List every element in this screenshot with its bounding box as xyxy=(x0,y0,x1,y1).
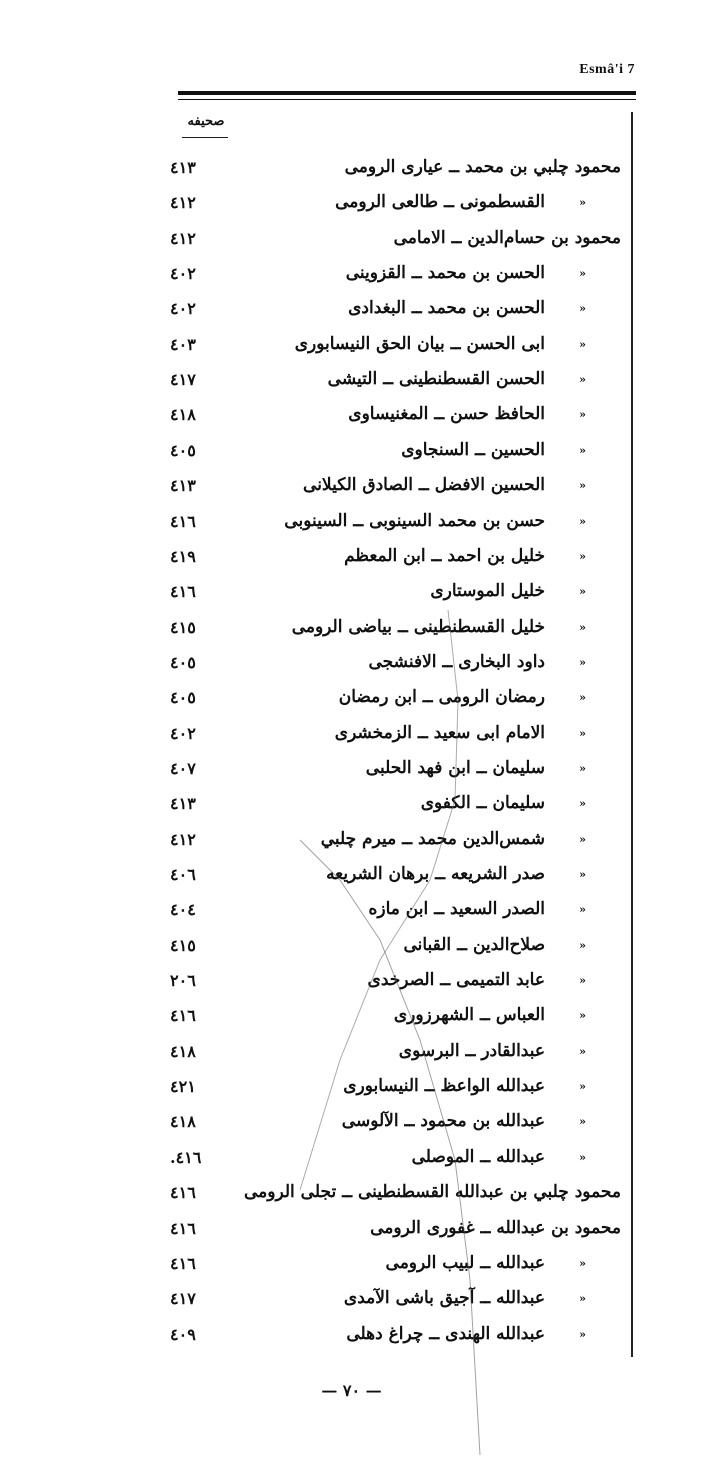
index-entry-row xyxy=(0,1180,703,1214)
entry-name: الامام ابى سعيد ــ الزمخشرى xyxy=(334,722,545,743)
entry-page-number: ٤١٦ xyxy=(170,582,196,602)
entry-name: عبدالقادر ــ البرسوى xyxy=(398,1040,545,1061)
entry-name: سليمان ــ ابن فهد الحلبى xyxy=(365,757,545,778)
index-entry-row xyxy=(0,367,703,401)
index-entry-row xyxy=(0,862,703,896)
entry-page-number: ٤١٦ xyxy=(170,1253,196,1273)
entry-name: القسطمونى ــ طالعى الرومى xyxy=(335,192,545,213)
index-entry-row xyxy=(0,933,703,967)
ditto-mark: » xyxy=(579,549,586,563)
ditto-mark: » xyxy=(579,797,586,811)
ditto-mark: » xyxy=(579,868,586,881)
entry-page-number: ٤١٦ xyxy=(170,1183,196,1203)
running-head: Esmâ'i 7 xyxy=(579,62,635,77)
ditto-mark: » xyxy=(579,1080,586,1094)
ditto-mark: » xyxy=(579,832,586,846)
ditto-mark: » xyxy=(579,1150,586,1164)
entry-name: صلاح‌الدين ــ القبانى xyxy=(403,934,545,955)
entry-name: سليمان ــ الكفوى xyxy=(420,793,545,814)
entry-page-number: ٤١٢ xyxy=(170,829,196,849)
ditto-mark: » xyxy=(579,1115,586,1129)
entry-name: خليل بن احمد ــ ابن المعظم xyxy=(344,545,545,566)
index-entry-row xyxy=(0,1109,703,1143)
entry-page-number: ٤٢١ xyxy=(170,1077,196,1097)
index-entry-row xyxy=(0,685,703,719)
ditto-mark: » xyxy=(579,726,586,740)
entry-page-number: ٤٠٣ xyxy=(170,334,196,354)
index-entry-row xyxy=(0,1039,703,1073)
entry-page-number: ٤٠٥ xyxy=(170,440,196,460)
index-entry-row xyxy=(0,721,703,755)
entry-name: الحسن القسطنطينى ــ التيشى xyxy=(327,369,545,390)
entry-name: صدر الشريعه ــ برهان الشريعه xyxy=(326,864,545,884)
entry-page-number: ٤٠٥ xyxy=(170,652,196,672)
index-entry-row xyxy=(0,1216,703,1250)
index-entry-row xyxy=(0,402,703,436)
index-entry-row xyxy=(0,261,703,295)
ditto-mark: » xyxy=(579,1044,586,1058)
ditto-mark: » xyxy=(579,974,586,988)
ditto-mark: » xyxy=(579,337,586,351)
entry-page-number: ٤١٣ xyxy=(170,476,196,496)
entry-name: الحافظ حسن ــ المغنيساوى xyxy=(348,404,545,425)
entry-page-number: ٤٠٥ xyxy=(170,688,196,708)
entry-page-number: ٤١٣ xyxy=(170,794,196,814)
column-header-underline xyxy=(182,137,228,138)
entry-name: الحسين ــ السنجاوى xyxy=(401,439,545,460)
entry-name: الحسن بن محمد ــ البغدادى xyxy=(348,298,545,319)
index-entry-row xyxy=(0,438,703,472)
entry-name: محمود بن حسام‌الدين ــ الامامى xyxy=(393,227,621,248)
ditto-mark: » xyxy=(579,408,586,422)
index-entry-row xyxy=(0,1074,703,1108)
ditto-mark: » xyxy=(579,655,586,669)
entry-page-number: ٤١٢ xyxy=(170,228,196,248)
ditto-mark: » xyxy=(579,514,586,528)
ditto-mark: » xyxy=(579,938,586,952)
entry-page-number: ٤١٦ xyxy=(170,1218,196,1238)
entry-page-number: ٤١٦ xyxy=(170,1006,196,1026)
ditto-mark: » xyxy=(579,903,586,917)
entry-page-number: ٤١٨ xyxy=(170,405,196,425)
entry-page-number: ٤١٨ xyxy=(170,1112,196,1132)
index-entry-row xyxy=(0,1286,703,1320)
entry-name: خليل القسطنطينى ــ بياضى الرومى xyxy=(291,616,545,637)
index-entry-row xyxy=(0,615,703,649)
entry-name: عبدالله الواعظ ــ النيسابورى xyxy=(343,1076,545,1097)
page-column-header: صحيفه xyxy=(187,114,225,129)
entry-page-number: ٤١٥ xyxy=(170,935,196,955)
ditto-mark: » xyxy=(579,443,586,457)
ditto-mark: » xyxy=(579,620,586,634)
entry-name: محمود چلبي بن محمد ــ عيارى الرومى xyxy=(344,157,621,177)
entry-page-number: ٤٠٢ xyxy=(170,723,196,743)
entry-name: شمس‌الدين محمد ــ ميرم چلبي xyxy=(320,828,545,849)
index-entry-row xyxy=(0,897,703,931)
ditto-mark: » xyxy=(579,585,586,599)
ditto-mark: » xyxy=(579,1009,586,1023)
entry-page-number: ٢٠٦ xyxy=(170,971,196,991)
ditto-mark: » xyxy=(579,691,586,705)
entry-name: حسن بن محمد السينوبى ــ السينوبى xyxy=(284,510,545,531)
entry-page-number: ٤١٣ xyxy=(170,158,196,177)
ditto-mark: » xyxy=(579,479,586,493)
entry-page-number: ٤١٨ xyxy=(170,1041,196,1061)
entry-name: العباس ــ الشهرزورى xyxy=(393,1005,545,1026)
header-rule-thick xyxy=(178,91,636,95)
entry-page-number: ٤٠٤ xyxy=(170,900,196,920)
entry-name: ابى الحسن ــ بيان الحق النيسابورى xyxy=(294,333,545,354)
entry-name: عبدالله ــ آجيق باشى الآمدى xyxy=(343,1288,545,1309)
index-entry-row xyxy=(0,968,703,1002)
index-entry-row xyxy=(0,827,703,861)
ditto-mark: » xyxy=(579,1292,586,1306)
entry-name: داود البخارى ــ الافنشجى xyxy=(368,651,545,672)
entry-page-number: ٤٠٢ xyxy=(170,299,196,319)
header-rule-thin xyxy=(178,99,636,100)
entry-page-number: ٤١٥ xyxy=(170,617,196,637)
ditto-mark: » xyxy=(579,196,586,210)
index-entry-row xyxy=(0,756,703,790)
entry-page-number: ٤١٦. xyxy=(170,1147,202,1167)
entry-name: رمضان الرومى ــ ابن رمضان xyxy=(338,687,545,708)
entry-page-number: ٤٠٩ xyxy=(170,1324,196,1344)
ditto-mark: » xyxy=(579,302,586,316)
entry-page-number: ٤١٩ xyxy=(170,546,196,566)
index-entry-row xyxy=(0,650,703,684)
page-number: — ٧٠ — xyxy=(321,1381,382,1400)
entry-page-number: ٤١٢ xyxy=(170,193,196,213)
index-entry-row xyxy=(0,190,703,224)
ditto-mark: » xyxy=(579,267,586,281)
entry-name: عبدالله ــ الموصلى xyxy=(411,1146,545,1167)
entry-name: الحسن بن محمد ــ القزوينى xyxy=(345,263,545,284)
entry-name: عابد التميمى ــ الصرخدى xyxy=(367,970,545,991)
index-entry-row xyxy=(0,226,703,260)
index-entry-row xyxy=(0,332,703,366)
entry-page-number: ٤١٦ xyxy=(170,511,196,531)
index-entry-row xyxy=(0,1322,703,1356)
entry-name: خليل الموستارى xyxy=(430,581,545,602)
index-entry-row xyxy=(0,1145,703,1179)
index-entry-row xyxy=(0,1251,703,1285)
ditto-mark: » xyxy=(579,761,586,775)
index-entry-row xyxy=(0,155,703,189)
ditto-mark: » xyxy=(579,373,586,387)
entry-page-number: ٤١٧ xyxy=(170,1289,196,1309)
index-entry-row xyxy=(0,544,703,578)
entry-name: عبدالله بن محمود ــ الآلوسى xyxy=(341,1111,545,1132)
entry-page-number: ٤٠٧ xyxy=(170,758,196,778)
index-entry-row xyxy=(0,791,703,825)
entry-name: عبدالله ــ لبيب الرومى xyxy=(385,1252,545,1273)
entry-name: عبدالله الهندى ــ چراغ دهلى xyxy=(346,1323,545,1344)
ditto-mark: » xyxy=(579,1256,586,1270)
entry-page-number: ٤٠٦ xyxy=(170,865,196,884)
entry-name: محمود چلبي بن عبدالله القسطنطينى ــ تجلى الرومى xyxy=(244,1182,621,1203)
entry-name: الحسين الافضل ــ الصادق الكيلانى xyxy=(303,475,545,496)
entry-name: الصدر السعيد ــ ابن مازه xyxy=(368,899,545,920)
ditto-mark: » xyxy=(579,1327,586,1341)
index-entry-row xyxy=(0,509,703,543)
entry-name: محمود بن عبدالله ــ غفورى الرومى xyxy=(370,1217,621,1238)
index-entry-row xyxy=(0,579,703,613)
index-entry-row xyxy=(0,1003,703,1037)
entry-page-number: ٤٠٢ xyxy=(170,264,196,284)
index-entry-row xyxy=(0,296,703,330)
entry-page-number: ٤١٧ xyxy=(170,370,196,390)
index-entry-row xyxy=(0,473,703,507)
